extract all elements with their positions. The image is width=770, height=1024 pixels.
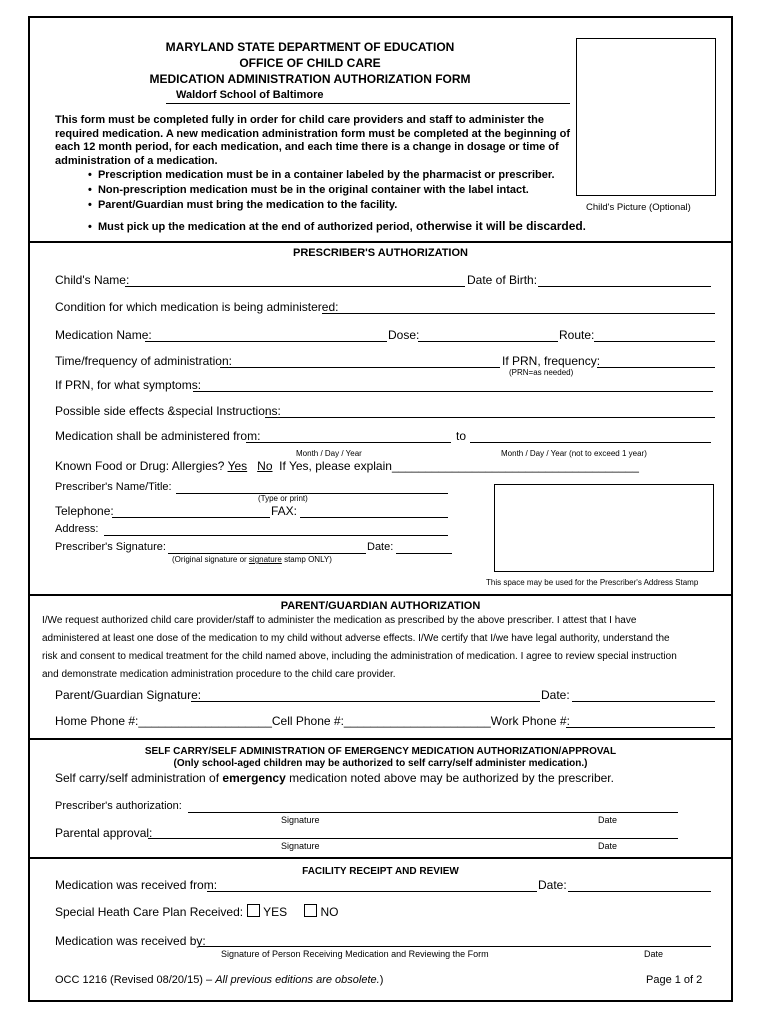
divider-4	[28, 857, 733, 859]
phone-row	[55, 714, 570, 728]
home-phone-field[interactable]: ____________________	[138, 714, 272, 728]
type-print-caption: (Type or print)	[258, 494, 308, 503]
divider-2	[28, 594, 733, 596]
footer-form-id: OCC 1216 (Revised 08/20/15) – All previous editions are obsolete.)	[55, 974, 384, 986]
to-date-caption: Month / Day / Year (not to exceed 1 year)	[501, 449, 647, 458]
self-carry-text: Self carry/self administration of emergency medication noted above may be authorized by the prescriber.	[55, 771, 614, 785]
route-field[interactable]	[594, 341, 715, 342]
self-carry-title: SELF CARRY/SELF ADMINISTRATION OF EMERGENCY MEDICATION AUTHORIZATION/APPROVAL	[144, 746, 617, 757]
childs-name-field[interactable]	[125, 286, 465, 287]
divider-3	[28, 738, 733, 740]
allergies-yes[interactable]: Yes	[227, 459, 248, 473]
facility-title: FACILITY RECEIPT AND REVIEW	[302, 866, 459, 877]
prn-freq-field[interactable]	[597, 367, 715, 368]
prn-symptoms-field[interactable]	[193, 391, 713, 392]
received-by-sig-caption: Signature of Person Receiving Medication and Reviewing the Form	[221, 949, 489, 959]
work-phone-field[interactable]	[566, 727, 715, 728]
prescriber-date-label: Date:	[367, 541, 394, 553]
cell-phone-field[interactable]: ______________________	[343, 714, 491, 728]
parental-sig-caption: Signature	[281, 841, 320, 851]
bullet-4: • Must pick up the medication at the end of authorized period, otherwise it will be discarded.	[88, 219, 586, 233]
parental-approval-field[interactable]	[148, 838, 678, 839]
dob-label: Date of Birth:	[467, 273, 538, 287]
parent-date-field[interactable]	[572, 701, 715, 702]
parental-approval-label: Parental approval:	[55, 826, 153, 840]
parent-signature-label: Parent/Guardian Signature:	[55, 688, 202, 702]
parent-signature-field[interactable]	[191, 701, 540, 702]
from-date-caption: Month / Day / Year	[296, 449, 362, 458]
address-field[interactable]	[104, 535, 448, 536]
signature-note: (Original signature or signature stamp ONLY)	[172, 555, 332, 564]
prescriber-signature-label: Prescriber's Signature:	[55, 541, 166, 553]
school-name: Waldorf School of Baltimore	[176, 89, 324, 101]
to-label: to	[456, 429, 467, 443]
parent-statement: I/We request authorized child care provider/staff to administer the medication as prescribed by the above prescriber. I attest that I have administered at least one dose of the medication to my child without adverse effects. I/We certify that I/we have legal authority, understand the risk and consent to medical treatment for the child named above, including the administration of medication. I agree to review special instruction and demonstrate medication administration procedure to the child care provider.	[42, 615, 677, 680]
prn-symptoms-label: If PRN, for what symptoms:	[55, 378, 202, 392]
prescriber-signature-field[interactable]	[168, 553, 366, 554]
page-number: Page 1 of 2	[646, 974, 703, 986]
stamp-caption: This space may be used for the Prescriber's Address Stamp	[486, 578, 699, 587]
explain-field[interactable]: _____________________________________	[391, 459, 639, 473]
parental-date-caption: Date	[598, 841, 618, 851]
dose-field[interactable]	[418, 341, 558, 342]
prn-note: (PRN=as needed)	[509, 368, 574, 377]
received-by-date-caption: Date	[644, 949, 664, 959]
side-effects-label: Possible side effects &special Instructions:	[55, 404, 281, 418]
received-from-field[interactable]	[207, 891, 537, 892]
parent-date-label: Date:	[541, 688, 570, 702]
cell-phone-label: Cell Phone #:	[271, 714, 344, 728]
admin-from-field[interactable]	[246, 442, 451, 443]
bullet-1: • Prescription medication must be in a container labeled by the pharmacist or prescriber.	[88, 169, 555, 181]
admin-from-label: Medication shall be administered from:	[55, 429, 261, 443]
side-effects-field[interactable]	[265, 417, 715, 418]
med-name-field[interactable]	[145, 341, 387, 342]
self-carry-subtitle: (Only school-aged children may be authorized to self carry/self administer medication.)	[173, 758, 588, 769]
address-stamp-box[interactable]	[494, 484, 714, 572]
address-label: Address:	[55, 523, 99, 535]
prn-freq-label: If PRN, frequency:	[502, 354, 601, 368]
picture-caption: Child's Picture (Optional)	[586, 202, 691, 213]
header-line1: MARYLAND STATE DEPARTMENT OF EDUCATION	[165, 40, 455, 54]
allergies-no[interactable]: No	[257, 459, 273, 473]
prescriber-date-field[interactable]	[396, 553, 452, 554]
prescriber-title: PRESCRIBER'S AUTHORIZATION	[293, 247, 468, 259]
prescriber-auth-sig-caption: Signature	[281, 815, 320, 825]
dob-field[interactable]	[538, 286, 711, 287]
prescriber-name-field[interactable]	[176, 493, 448, 494]
header-line2: OFFICE OF CHILD CARE	[239, 56, 381, 70]
received-date-label: Date:	[538, 878, 567, 892]
time-freq-field[interactable]	[220, 367, 500, 368]
admin-to-field[interactable]	[470, 442, 711, 443]
plan-no-checkbox[interactable]	[304, 904, 317, 917]
work-phone-label: Work Phone #:	[490, 714, 570, 728]
telephone-label: Telephone:	[55, 504, 114, 518]
condition-label: Condition for which medication is being administered:	[55, 300, 339, 314]
fax-label: FAX:	[271, 504, 298, 518]
med-name-label: Medication Name:	[55, 328, 152, 342]
prescriber-auth-field[interactable]	[188, 812, 678, 813]
allergies-row: Known Food or Drug: Allergies? Yes No If Yes, please explain_____________________________________	[55, 459, 639, 473]
received-date-field[interactable]	[568, 891, 711, 892]
dose-label: Dose:	[388, 328, 420, 342]
form-title: MEDICATION ADMINISTRATION AUTHORIZATION FORM	[149, 72, 471, 86]
child-picture-box[interactable]	[576, 38, 716, 196]
bullet-2: • Non-prescription medication must be in the original container with the label intact.	[88, 184, 529, 196]
intro-paragraph: This form must be completed fully in order for child care providers and staff to administer the required medication. A new medication administration form must be completed at the beginning of each 12 month period, for each medication, and each time there is a change in dosage or time of administration of a medication.	[55, 114, 571, 167]
prescriber-name-label: Prescriber's Name/Title:	[55, 481, 172, 493]
route-label: Route:	[559, 328, 595, 342]
childs-name-label: Child's Name:	[55, 273, 130, 287]
plan-yes-checkbox[interactable]	[247, 904, 260, 917]
received-by-field[interactable]	[199, 946, 711, 947]
fax-field[interactable]	[300, 517, 448, 518]
health-plan-row: Special Heath Care Plan Received: YES NO	[55, 905, 339, 919]
time-freq-label: Time/frequency of administration:	[55, 354, 232, 368]
received-by-label: Medication was received by:	[55, 934, 206, 948]
parent-title: PARENT/GUARDIAN AUTHORIZATION	[280, 600, 481, 612]
bullet-3: • Parent/Guardian must bring the medication to the facility.	[88, 199, 398, 211]
home-phone-label: Home Phone #:	[55, 714, 139, 728]
telephone-field[interactable]	[112, 517, 270, 518]
school-underline	[166, 103, 570, 104]
divider-1	[28, 241, 733, 243]
prescriber-auth-date-caption: Date	[598, 815, 618, 825]
prescriber-auth-label: Prescriber's authorization:	[55, 800, 182, 812]
condition-field[interactable]	[322, 313, 715, 314]
received-from-label: Medication was received from:	[55, 878, 218, 892]
